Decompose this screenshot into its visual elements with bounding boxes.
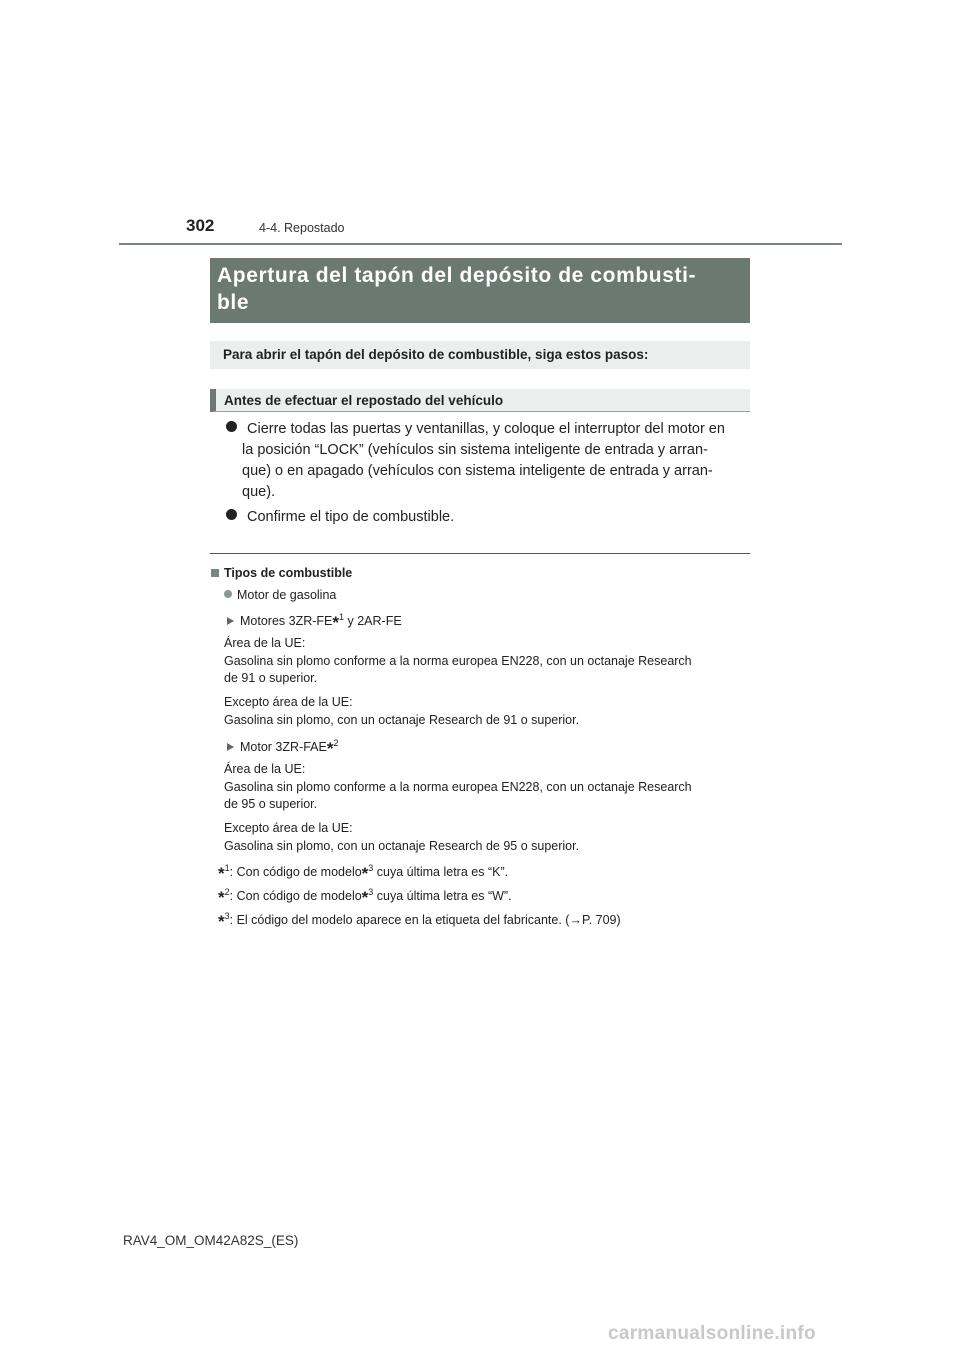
footnote-2 [218, 884, 512, 906]
spec-line: Área de la UE: [224, 762, 306, 776]
footnote-text: cuya última letra es “K”. [373, 865, 509, 880]
engine-label: Motores 3ZR-FE [240, 614, 333, 629]
spec-line: Gasolina sin plomo conforme a la norma europea EN228, con un octanaje Research [224, 653, 692, 668]
note-heading-text: Tipos de combustible [224, 566, 353, 580]
bullet-item [226, 507, 746, 528]
engine-type [224, 587, 336, 605]
bullet-icon [226, 421, 237, 432]
eu-spec-1 [224, 635, 747, 688]
engine-label: y 2AR-FE [344, 614, 402, 629]
document-code: RAV4_OM_OM42A82S_(ES) [123, 1233, 299, 1248]
title-line-1: Apertura del tapón del depósito de combusti- [217, 264, 697, 287]
watermark: carmanualsonline.info [608, 1323, 816, 1344]
asterisk-icon: * [361, 888, 369, 908]
bullet-text: que) o en apagado (vehículos con sistema inteligente de entrada y arran- [242, 463, 713, 479]
page-title [210, 258, 750, 323]
footnote-text: : El código del modelo aparece en la etiqueta del fabricante. ( [229, 913, 570, 928]
spec-line: Gasolina sin plomo conforme a la norma europea EN228, con un octanaje Research [224, 779, 692, 794]
non-eu-spec-1 [224, 694, 579, 729]
footnote-ref: 2 [333, 738, 339, 748]
footnote-text: : Con código de modelo [229, 865, 362, 880]
note-heading [211, 566, 352, 580]
bullet-item [226, 419, 746, 503]
section-divider [210, 553, 750, 554]
spec-line: de 95 o superior. [224, 797, 318, 811]
asterisk-icon: * [218, 888, 225, 908]
bullet-icon [226, 509, 237, 520]
spec-line: Gasolina sin plomo, con un octanaje Research de 91 o superior. [224, 712, 580, 727]
spec-line: de 91 o superior. [224, 671, 318, 685]
asterisk-icon: * [218, 912, 225, 932]
footnote-ref: 3 [368, 863, 374, 873]
footnote-ref: 3 [368, 887, 374, 897]
spec-line: Excepto área de la UE: [224, 821, 353, 835]
spec-line: Gasolina sin plomo, con un octanaje Research de 95 o superior. [224, 838, 580, 853]
engine-type-text: Motor de gasolina [237, 588, 337, 602]
triangle-bullet-icon [227, 743, 234, 751]
spec-line: Excepto área de la UE: [224, 695, 353, 709]
intro-text: Para abrir el tapón del depósito de combustible, siga estos pasos: [210, 341, 750, 369]
arrow-right-icon: → [569, 913, 582, 928]
footnote-text: cuya última letra es “W”. [373, 889, 512, 904]
footnote-text: : Con código de modelo [229, 889, 362, 904]
section-reference: 4-4. Repostado [259, 221, 345, 235]
eu-spec-2 [224, 761, 747, 814]
square-bullet-icon [211, 569, 219, 577]
asterisk-icon: * [361, 864, 369, 884]
footnote-number: 3 [224, 911, 230, 921]
header-divider [119, 243, 842, 245]
subheading: Antes de efectuar el repostado del vehículo [210, 389, 750, 412]
asterisk-icon: * [332, 613, 340, 633]
engine-label: Motor 3ZR-FAE [240, 740, 327, 755]
bullet-text: Cierre todas las puertas y ventanillas, y coloque el interruptor del motor en [247, 421, 725, 437]
footnote-ref: 1 [339, 612, 345, 622]
bullet-text: Confirme el tipo de combustible. [247, 509, 455, 525]
footnote-number: 1 [224, 863, 230, 873]
footnote-3 [218, 908, 621, 930]
title-line-2: ble [217, 291, 250, 314]
non-eu-spec-2 [224, 820, 579, 855]
engine-heading-2 [227, 735, 338, 757]
bullet-text: la posición “LOCK” (vehículos sin sistema inteligente de entrada y arran- [242, 442, 708, 458]
footnote-1 [218, 860, 508, 882]
page-reference-link[interactable]: P. 709) [581, 913, 621, 928]
asterisk-icon: * [326, 739, 334, 759]
circle-bullet-icon [224, 590, 232, 598]
asterisk-icon: * [218, 864, 225, 884]
bullet-text: que). [242, 484, 276, 500]
spec-line: Área de la UE: [224, 636, 306, 650]
page-number: 302 [186, 216, 215, 235]
footnote-number: 2 [224, 887, 230, 897]
engine-heading-1 [227, 609, 402, 631]
triangle-bullet-icon [227, 617, 234, 625]
